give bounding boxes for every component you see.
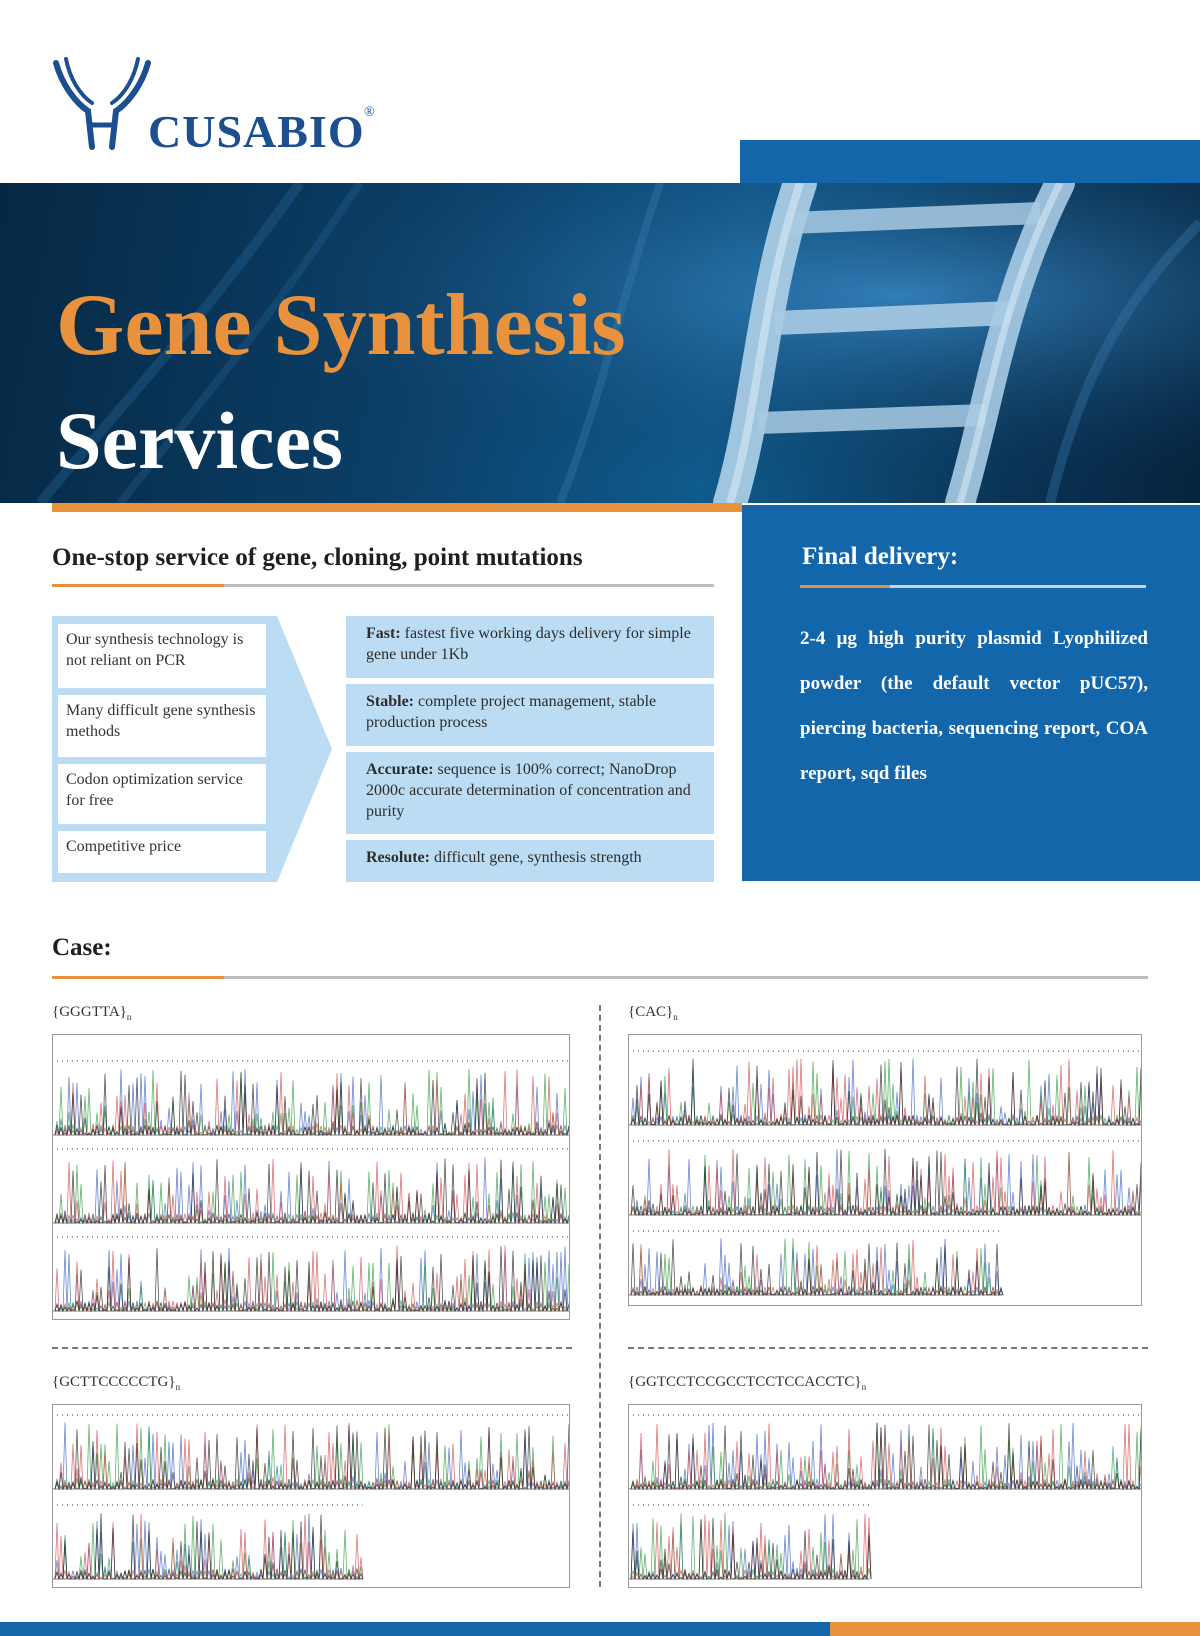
benefit-label: Fast: — [366, 625, 401, 642]
benefit-label: Stable: — [366, 693, 414, 710]
case-title: Case: — [52, 934, 112, 961]
case-label-2: $\{CAC\}_n$ — [628, 1004, 678, 1022]
benefit-text: complete project management, stable production process — [366, 693, 657, 731]
feature-item: Our synthesis technology is not reliant on PCR — [58, 624, 266, 688]
footer-orange-bar — [830, 1622, 1200, 1636]
case-divider-accent — [52, 976, 224, 979]
benefit-accurate — [346, 752, 714, 834]
chromatogram-image — [52, 1404, 570, 1588]
feature-item: Competitive price — [58, 831, 266, 873]
hero-title-line2: Services — [56, 395, 343, 486]
registered-mark: ® — [364, 105, 375, 120]
benefit-text: sequence is 100% correct; NanoDrop 2000c accurate determination of concentration and purity — [366, 761, 691, 820]
section-divider-accent — [52, 584, 224, 587]
benefit-stable — [346, 684, 714, 746]
final-delivery-divider-accent — [800, 585, 890, 588]
feature-item: Codon optimization service for free — [58, 764, 266, 824]
case-label-4: $\{GGTCCTCCGCCTCCTCCACCTC\}_n$ — [628, 1374, 867, 1392]
brand-name: CUSABIO — [148, 106, 365, 157]
cusabio-logo — [52, 55, 382, 165]
benefit-fast — [346, 616, 714, 678]
footer-blue-bar — [0, 1622, 830, 1636]
hero-orange-bar — [52, 503, 742, 512]
feature-item: Many difficult gene synthesis methods — [58, 695, 266, 757]
benefit-text: difficult gene, synthesis strength — [429, 849, 642, 866]
benefit-label: Accurate: — [366, 761, 434, 778]
case-horizontal-divider — [628, 1347, 1148, 1349]
chromatogram-image — [628, 1404, 1142, 1588]
benefit-text: fastest five working days delivery for simple gene under 1Kb — [366, 625, 691, 663]
benefit-resolute — [346, 840, 714, 882]
case-label-3: $\{GCTTCCCCCTG\}_n$ — [52, 1374, 181, 1392]
case-horizontal-divider — [52, 1347, 572, 1349]
logo-mark-icon — [52, 55, 152, 155]
case-label-1: $\{GGGTTA\}_n$ — [52, 1004, 132, 1022]
hero-tab-decoration — [740, 140, 1200, 186]
hero-title-line1: Gene Synthesis — [56, 277, 626, 374]
section-heading: One-stop service of gene, cloning, point mutations — [52, 544, 583, 571]
final-delivery-text: 2-4 μg high purity plasmid Lyophilized powder (the default vector pUC57), piercing bacteria, sequencing report, COA report, sqd files — [800, 628, 1148, 784]
case-vertical-divider — [599, 1005, 601, 1587]
chromatogram-image — [628, 1034, 1142, 1306]
benefit-label: Resolute: — [366, 849, 430, 866]
chromatogram-image — [52, 1034, 570, 1320]
final-delivery-title: Final delivery: — [802, 543, 959, 570]
